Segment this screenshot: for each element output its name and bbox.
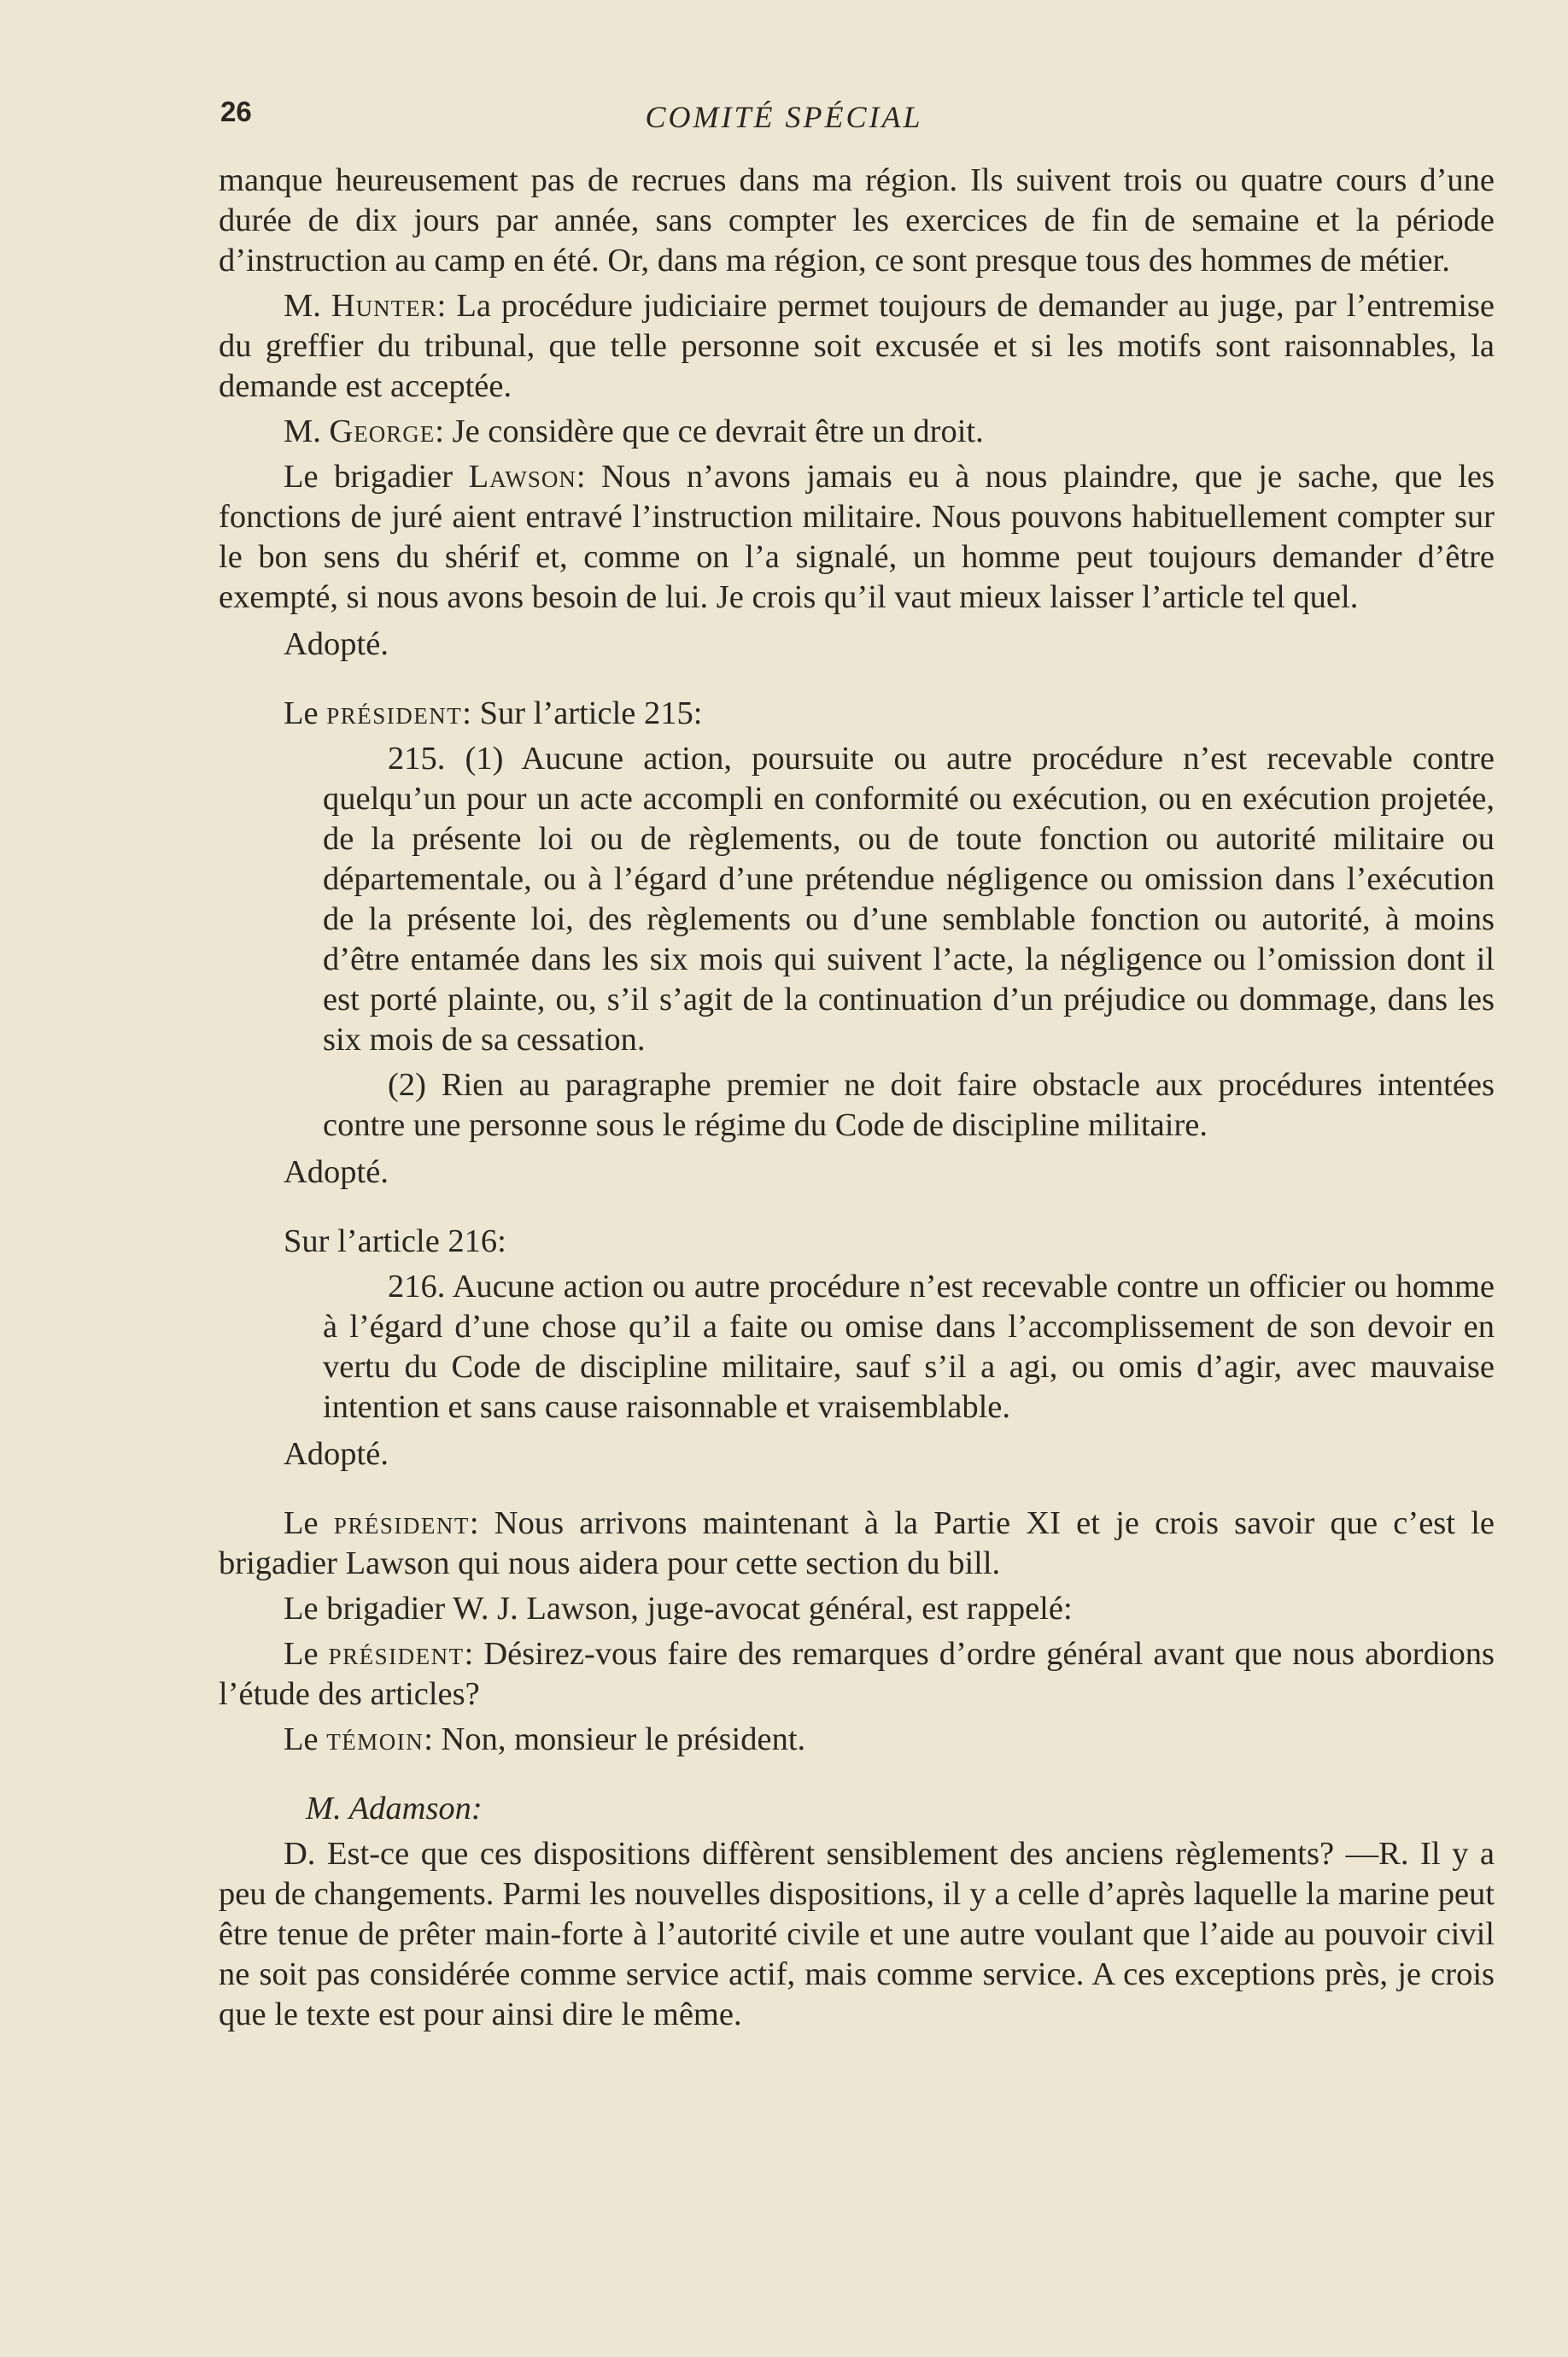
question-answer: D. Est-ce que ces dispositions diffèrent sensiblement des anciens règlements? —R. Il y a peu de changements. Parmi les nouvelles dispositions, il y a celle d’après laquelle la marine peut être tenue de prêter main-forte à l’autorité civile et une autre voulant que l’aide au pouvoir civil ne soit pas considérée comme service actif, mais comme service. A ces exceptions près, je crois que le texte est pour ainsi dire le même. <box>219 1836 1495 2032</box>
paragraph-hunter <box>219 286 1495 407</box>
paragraph-president-part-xi <box>219 1504 1495 1584</box>
speaker-name: président <box>326 695 463 731</box>
paragraph-text: : La procédure judiciaire permet toujours de demander au juge, par l’entremise du greffier du tribunal, que telle personne soit excusée et si les motifs sont raisonnables, la demande est acceptée. <box>219 288 1495 404</box>
paragraph-text: : Je considère que ce devrait être un droit. <box>435 413 984 449</box>
paragraph-witness <box>219 1720 1495 1760</box>
paragraph-president-question <box>219 1634 1495 1715</box>
speaker-name: président <box>333 1505 470 1541</box>
interlocutor-heading: M. Adamson: <box>306 1791 483 1826</box>
paragraph-text: : Nous n’avons jamais eu à nous plaindre, que je sache, que les fonctions de juré aient entravé l’instruction militaire. Nous pouvons habituellement compter sur le bon sens du shérif et, comme on l’a signalé, un homme peut toujours demander d’être exempté, si nous avons besoin de lui. Je crois qu’il vaut mieux laisser l’article tel quel. <box>219 459 1495 615</box>
speaker-prefix: M. <box>284 413 330 449</box>
speaker-name: Hunter <box>331 288 437 324</box>
adopted-note: Adopté. <box>284 1436 389 1472</box>
speaker-name: président <box>328 1636 465 1672</box>
speaker-prefix: Le <box>284 695 327 731</box>
page-number: 26 <box>220 96 252 127</box>
article-216: 216. Aucune action ou autre procédure n’est recevable contre un officier ou homme à l’égard d’une chose qu’il a faite ou omise dans l’accomplissement de son devoir en vertu du Code de discipline militaire, sauf s’il a agi, ou omis d’agir, avec mauvaise intention et sans cause raisonnable et vraisemblable. <box>323 1269 1495 1425</box>
page-body <box>219 161 1495 2035</box>
speaker-prefix: M. <box>284 288 331 324</box>
adopted-note: Adopté. <box>284 1154 389 1190</box>
paragraph-text: : Nous arrivons maintenant à la Partie XI et je crois savoir que c’est le brigadier Lawson qui nous aidera pour cette section du bill. <box>219 1505 1495 1581</box>
paragraph-text: : Désirez-vous faire des remarques d’ordre général avant que nous abordions l’étude des articles? <box>219 1636 1495 1712</box>
paragraph-article-216-intro: Sur l’article 216: <box>284 1223 506 1259</box>
paragraph-lawson <box>219 457 1495 618</box>
speaker-name: George <box>329 413 436 449</box>
running-title: COMITÉ SPÉCIAL <box>645 100 923 134</box>
paragraph-text: : Non, monsieur le président. <box>424 1721 806 1757</box>
paragraph-continuation: manque heureusement pas de recrues dans ma région. Ils suivent trois ou quatre cours d’une durée de dix jours par année, sans compter les exercices de fin de semaine et la période d’instruction au camp en été. Or, dans ma région, ce sont presque tous des hommes de métier. <box>219 162 1495 279</box>
page-header <box>0 96 1568 147</box>
speaker-prefix: Le <box>284 1721 327 1757</box>
article-215-2: (2) Rien au paragraphe premier ne doit faire obstacle aux procédures intentées contre une personne sous le régime du Code de discipline militaire. <box>323 1067 1495 1143</box>
speaker-prefix: Le <box>284 1505 334 1541</box>
paragraph-president-215 <box>219 694 1495 734</box>
paragraph-text: : Sur l’article 215: <box>462 695 703 731</box>
speaker-prefix: Le <box>284 1636 329 1672</box>
article-215-1: 215. (1) Aucune action, poursuite ou autre procédure n’est recevable contre quelqu’un pour un acte accompli en conformité ou exécution, ou en exécution projetée, de la présente loi ou de règlements, ou de toute fonction ou autorité militaire ou départementale, ou à l’égard d’une prétendue négligence ou omission dans l’exécution de la présente loi, des règlements ou d’une semblable fonction ou autorité, à moins d’être entamée dans les six mois qui suivent l’acte, la négligence ou l’omission dont il est porté plainte, ou, s’il s’agit de la continuation d’un préjudice ou dommage, dans les six mois de sa cessation. <box>323 741 1495 1058</box>
speaker-name: témoin <box>326 1721 424 1757</box>
paragraph-recalled: Le brigadier W. J. Lawson, juge-avocat général, est rappelé: <box>284 1591 1073 1627</box>
speaker-name: Lawson <box>468 459 576 495</box>
adopted-note: Adopté. <box>284 626 389 662</box>
paragraph-george <box>219 412 1495 452</box>
speaker-prefix: Le brigadier <box>284 459 469 495</box>
